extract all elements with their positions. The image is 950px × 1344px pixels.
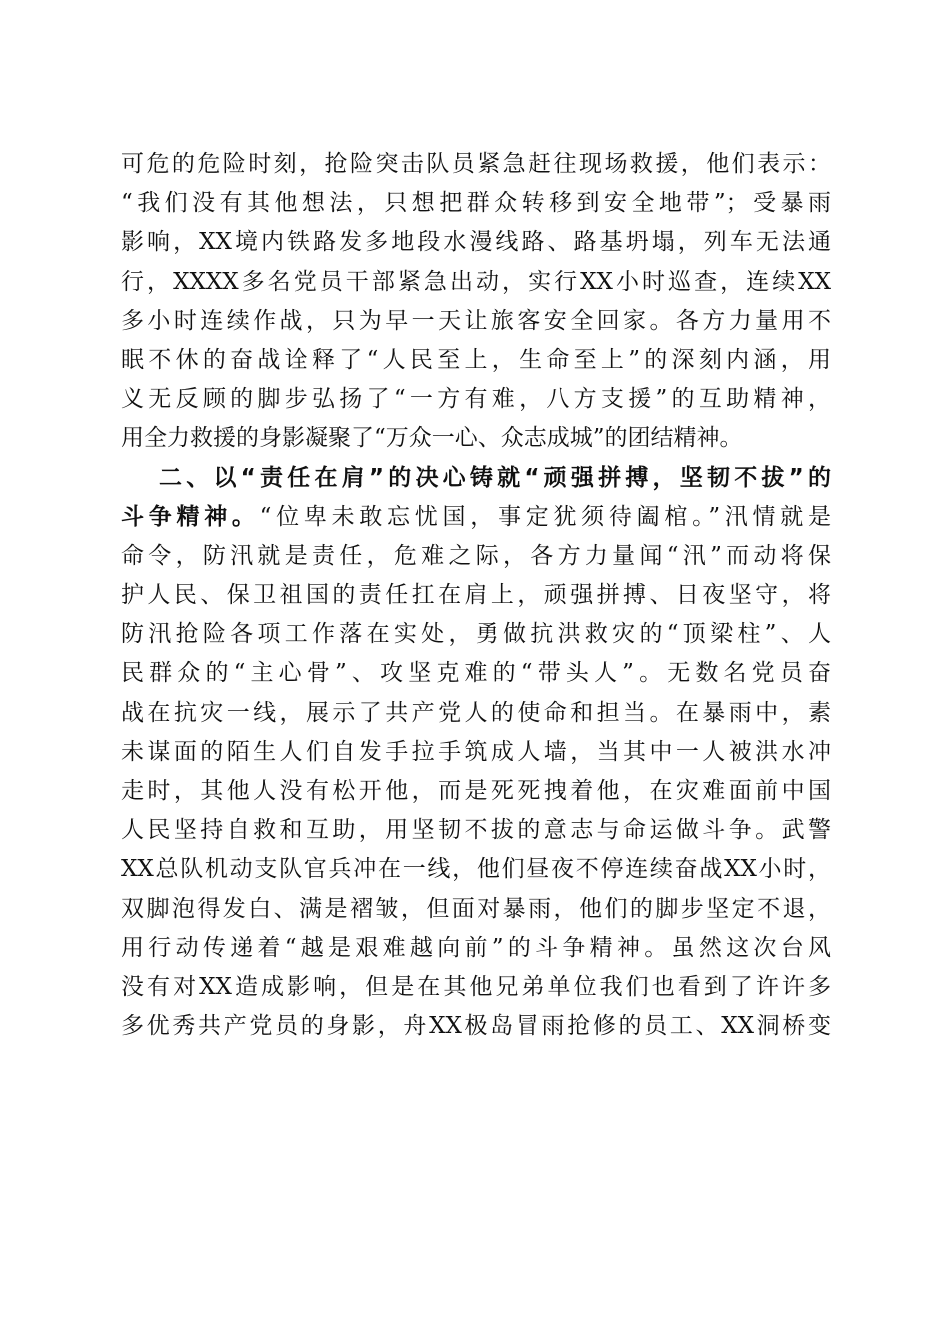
paragraph-line: XX总队机动支队官兵冲在一线，他们昼夜不停连续奋战XX小时，	[121, 856, 831, 883]
paragraph-line: 影响，XX境内铁路发多地段水漫线路、路基坍塌，列车无法通	[121, 229, 831, 256]
section-heading-continuation	[121, 498, 831, 537]
paragraph-line: “我们没有其他想法，只想把群众转移到安全地带”；受暴雨	[121, 190, 831, 217]
body-text	[121, 145, 831, 1046]
section-heading: 二、以“责任在肩”的决心铸就“顽强拼搏，坚韧不拔”的	[159, 464, 831, 491]
paragraph-line: 走时，其他人没有松开他，而是死死拽着他，在灾难面前中国	[121, 778, 831, 804]
paragraph-line: 可危的危险时刻，抢险突击队员紧急赶往现场救援，他们表示：	[121, 151, 831, 177]
paragraph-line: 多小时连续作战，只为早一天让旅客安全回家。各方力量用不	[121, 307, 831, 334]
paragraph-line: 护人民、保卫祖国的责任扛在肩上，顽强拼搏、日夜坚守，将	[121, 582, 831, 609]
paragraph-line: 多优秀共产党员的身影，舟XX极岛冒雨抢修的员工、XX洞桥变	[121, 1013, 831, 1040]
paragraph-line: 眠不休的奋战诠释了“人民至上，生命至上”的深刻内涵，用	[121, 346, 831, 373]
section-heading-end: 斗争精神。	[121, 503, 260, 530]
paragraph-line: 防汛抢险各项工作落在实处，勇做抗洪救灾的“顶梁柱”、人	[121, 621, 831, 648]
paragraph-line: 义无反顾的脚步弘扬了“一方有难，八方支援”的互助精神，	[121, 386, 831, 413]
paragraph-line: 未谋面的陌生人们自发手拉手筑成人墙，当其中一人被洪水冲	[121, 738, 831, 765]
paragraph-line: 双脚泡得发白、满是褶皱，但面对暴雨，他们的脚步坚定不退，	[121, 895, 831, 922]
paragraph-line: 用行动传递着“越是艰难越向前”的斗争精神。虽然这次台风	[121, 934, 831, 961]
paragraph-line: 战在抗灾一线，展示了共产党人的使命和担当。在暴雨中，素	[121, 699, 831, 726]
paragraph-line: 没有对XX造成影响，但是在其他兄弟单位我们也看到了许许多	[121, 973, 831, 1000]
paragraph-line: 民群众的“主心骨”、攻坚克难的“带头人”。无数名党员奋	[121, 660, 831, 687]
paragraph-line: 命令，防汛就是责任，危难之际，各方力量闻“汛”而动将保	[121, 542, 831, 569]
paragraph-line: 用全力救援的身影凝聚了“万众一心、众志成城”的团结精神。	[121, 425, 743, 452]
paragraph-line: 人民坚持自救和互助，用坚韧不拔的意志与命运做斗争。武警	[121, 817, 831, 844]
paragraph-line: 行，XXXX多名党员干部紧急出动，实行XX小时巡查，连续XX	[121, 268, 831, 295]
quote-text: “位卑未敢忘忧国，事定犹须待阖棺。”汛情就是	[259, 503, 831, 530]
